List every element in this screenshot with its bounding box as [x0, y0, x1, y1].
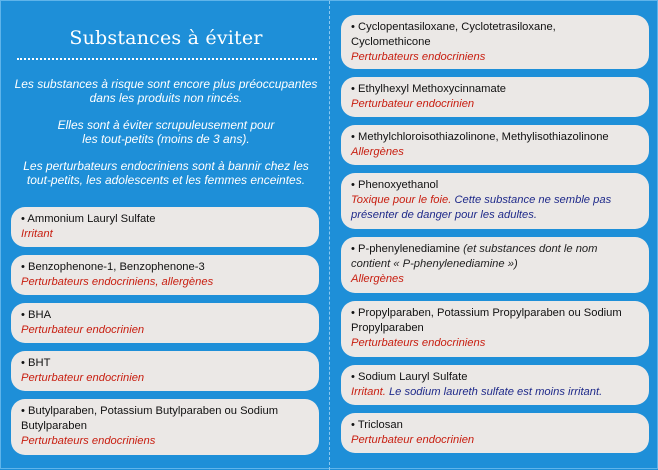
substance-card — [341, 413, 649, 453]
substance-name: • Ethylhexyl Methoxycinnamate — [351, 83, 507, 95]
substance-remark: (et substances dont le nom contient « P-phenylenediamine ») — [351, 243, 598, 270]
substance-name: • Benzophenone-1, Benzophenone-3 — [21, 261, 205, 273]
substance-card — [341, 173, 649, 229]
left-column — [11, 1, 321, 470]
substance-risk: Perturbateur endocrinien — [351, 98, 475, 110]
title-underline — [17, 58, 317, 60]
column-divider — [329, 1, 330, 470]
substance-heading — [351, 242, 637, 272]
substance-risk: Perturbateur endocrinien — [351, 434, 475, 446]
substance-name: • BHA — [21, 309, 52, 321]
substance-risk: Perturbateurs endocriniens — [351, 51, 486, 63]
substance-risk: Perturbateurs endocriniens — [351, 337, 486, 349]
right-column — [341, 1, 649, 470]
substance-risk: Toxique pour le foie. — [351, 194, 452, 206]
substance-card — [11, 303, 319, 343]
substance-risk: Allergènes — [351, 273, 404, 285]
substance-risk: Perturbateurs endocriniens, allergènes — [21, 276, 214, 288]
substance-risk: Perturbateur endocrinien — [21, 372, 145, 384]
substance-risk-text — [351, 193, 637, 223]
substance-risk-text — [351, 385, 637, 400]
intro-paragraph: Les perturbateurs endocriniens sont à bannir chez les tout-petits, les adolescents et les femmes enceintes. — [23, 159, 309, 187]
substance-name: • BHT — [21, 357, 51, 369]
substance-name: • Propylparaben, Potassium Propylparaben ou Sodium Propylparaben — [351, 307, 622, 334]
substance-card — [341, 125, 649, 165]
intro-paragraph: Elles sont à éviter scrupuleusement pour les tout-petits (moins de 3 ans). — [57, 118, 275, 146]
substance-card — [341, 237, 649, 293]
substance-name: • Butylparaben, Potassium Butylparaben ou Sodium Butylparaben — [21, 405, 279, 432]
substance-risk: Allergènes — [351, 146, 404, 158]
substance-card — [341, 15, 649, 69]
substance-name: • Ammonium Lauryl Sulfate — [21, 213, 156, 225]
substance-name: • Cyclopentasiloxane, Cyclotetrasiloxane, Cyclomethicone — [351, 21, 556, 48]
substance-risk: Irritant. — [351, 386, 386, 398]
substance-card — [11, 351, 319, 391]
substance-risk: Irritant — [21, 228, 53, 240]
substance-name: • Phenoxyethanol — [351, 179, 439, 191]
substance-card — [11, 207, 319, 247]
substance-card — [11, 255, 319, 295]
substance-card — [341, 365, 649, 405]
substance-remark: Le sodium laureth sulfate est moins irritant. — [388, 386, 603, 398]
substance-risk: Perturbateur endocrinien — [21, 324, 145, 336]
substance-card — [341, 301, 649, 357]
substance-name: • P-phenylenediamine — [351, 243, 461, 255]
substance-name: • Sodium Lauryl Sulfate — [351, 371, 468, 383]
substance-card — [11, 399, 319, 455]
substance-name: • Methylchloroisothiazolinone, Methylisothiazolinone — [351, 131, 609, 143]
intro-paragraph: Les substances à risque sont encore plus préoccupantes dans les produits non rincés. — [14, 77, 318, 105]
substance-name: • Triclosan — [351, 419, 403, 431]
page-title: Substances à éviter — [69, 27, 263, 49]
substance-remark: Cette substance ne semble pas présenter de danger pour les adultes. — [351, 194, 612, 221]
substance-risk: Perturbateurs endocriniens — [21, 435, 156, 447]
substance-card — [341, 77, 649, 117]
